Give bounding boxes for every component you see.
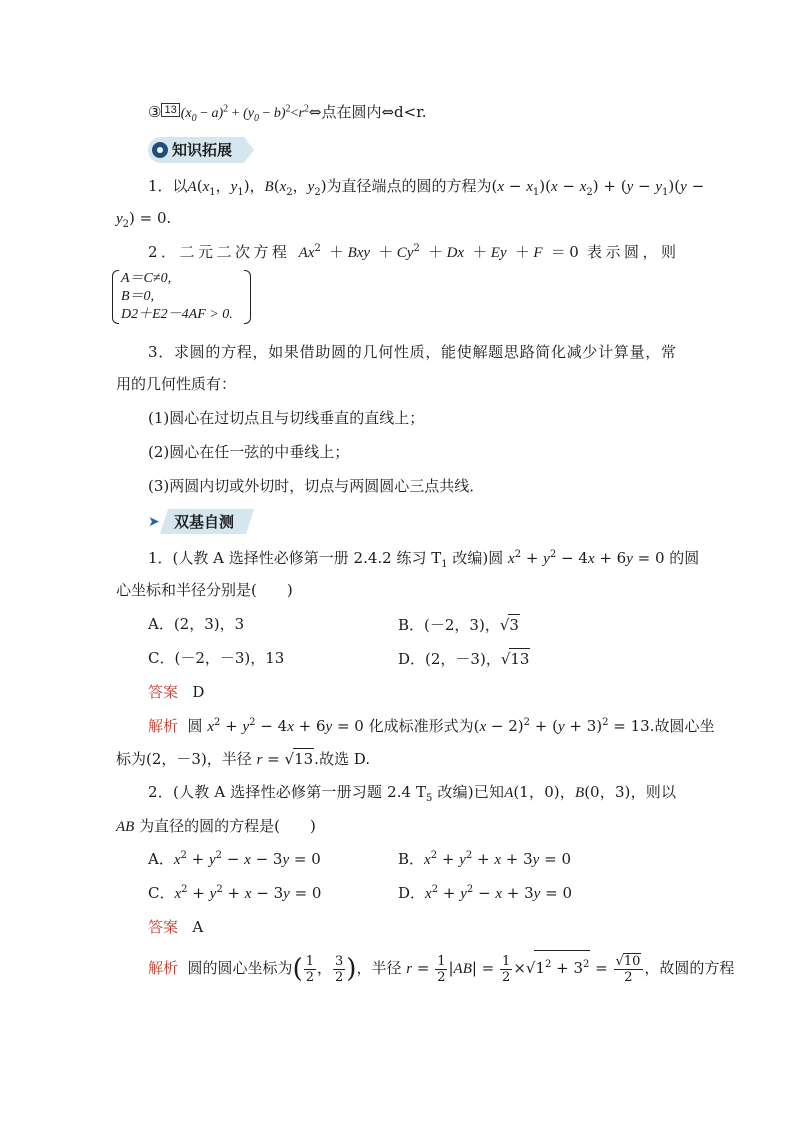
analysis-label: 解析 — [148, 959, 179, 977]
fill-number-box: 13 — [161, 103, 179, 117]
q2-answer — [148, 917, 203, 937]
ext3-point1: (1)圆心在过切点且与切线垂直的直线上； — [148, 409, 425, 427]
analysis-label: 解析 — [148, 717, 179, 735]
bullet-circle-icon — [152, 142, 168, 158]
q1-answer — [148, 682, 204, 702]
q1-option-c: C．(－2，－3)，13 — [148, 649, 285, 667]
section-badge-test — [148, 509, 250, 534]
left-brace — [112, 270, 119, 324]
cond1: A＝C≠0, — [121, 271, 172, 286]
cond3: D2＋E2－4AF > 0. — [121, 307, 233, 322]
ext2-line1: 2．二元二次方程 $Ax^2 +Bxy +Cy^2 +Dx +Ey +F =0$ 表示圆，则 — [148, 243, 676, 261]
arrow-right-icon: ➤ — [148, 514, 160, 530]
q2-option-d: D．$x^2 + y^2 - x + 3y = 0$ — [398, 884, 572, 902]
q2-option-c: C．$x^2 + y^2 + x - 3y = 0$ — [148, 884, 322, 902]
item3-tail: ⇔点在圆内⇔d<r. — [308, 103, 427, 121]
item3-expr: $(x_0 - a)^2 + (y_0 - b)^2<r^2$ — [180, 103, 309, 124]
section-badge-knowledge — [148, 137, 244, 163]
ext3-line2: 用的几何性质有： — [116, 375, 237, 393]
q1-stem-line2: 心坐标和半径分别是( ) — [116, 581, 293, 599]
q2-analysis-line1: 解析 圆的圆心坐标为( $\frac{1}{2}$ ， $\frac{3}{2}$ )，半径 r = $\frac{1}{2}$ |AB| = $\frac{1}{2}$ $\times√1^2 + 3^2$ = $\frac{√10}{2}$ ，故圆的方程 — [148, 950, 734, 986]
ext1-line2: $y_2) = 0$. — [116, 209, 172, 230]
cond2: B＝0, — [121, 289, 155, 304]
q2-option-a: A．$x^2 + y^2 - x - 3y = 0$ — [148, 850, 321, 868]
ext3-point3: (3)两圆内切或外切时，切点与两圆圆心三点共线． — [148, 477, 485, 495]
q1-option-b: B．(－2，3)，√3 — [398, 616, 519, 634]
answer-value: A — [192, 918, 204, 936]
q2-stem-line1: 2．(人教 A 选择性必修第一册习题 2.4 $T_5$ 改编)已知A(1，0)，B(0，3)，则以 — [148, 783, 676, 804]
q1-option-d: D．(2，－3)，√13 — [398, 650, 530, 668]
q1-analysis-line2: 标为(2，－3)，半径 r = √13.故选 D. — [116, 750, 370, 768]
condition-system — [112, 270, 252, 324]
right-brace — [244, 270, 251, 324]
q1-option-a: A．(2，3)，3 — [148, 615, 245, 633]
q1-stem-line1: 1．(人教 A 选择性必修第一册 2.4.2 练习 $T_1$ 改编)圆 $x^2 + y^2 - 4x + 6y = 0$ 的圆 — [148, 549, 700, 570]
ext3-point2: (2)圆心在任一弦的中垂线上； — [148, 443, 350, 461]
answer-label: 答案 — [148, 918, 179, 936]
badge-tail — [244, 137, 254, 163]
ext3-line1: 3．求圆的方程，如果借助圆的几何性质，能使解题思路简化减少计算量，常 — [148, 343, 676, 361]
q2-option-b: B．$x^2 + y^2 + x + 3y = 0$ — [398, 850, 571, 868]
q2-stem-line2: AB 为直径的圆的方程是( ) — [116, 817, 316, 835]
item3-line — [148, 102, 427, 124]
answer-label: 答案 — [148, 683, 179, 701]
answer-value: D — [192, 683, 205, 701]
ext1-line1: 1．以$A(x_1$，$y_1$)，$B(x_2$，$y_2$)为直径端点的圆的方程为$(x - x_1)(x - x_2) + (y - y_1)(y$ − — [148, 177, 705, 198]
section-title-test: 双基自测 — [174, 513, 235, 531]
item3-marker: ③ — [148, 103, 162, 121]
q1-analysis-line1: 解析 圆 $x^2 + y^2 - 4x + 6y = 0$ 化成标准形式为$(x - 2)^2 + (y + 3)^2 = 13$.故圆心坐 — [148, 717, 715, 735]
section-title-knowledge: 知识拓展 — [172, 141, 233, 159]
